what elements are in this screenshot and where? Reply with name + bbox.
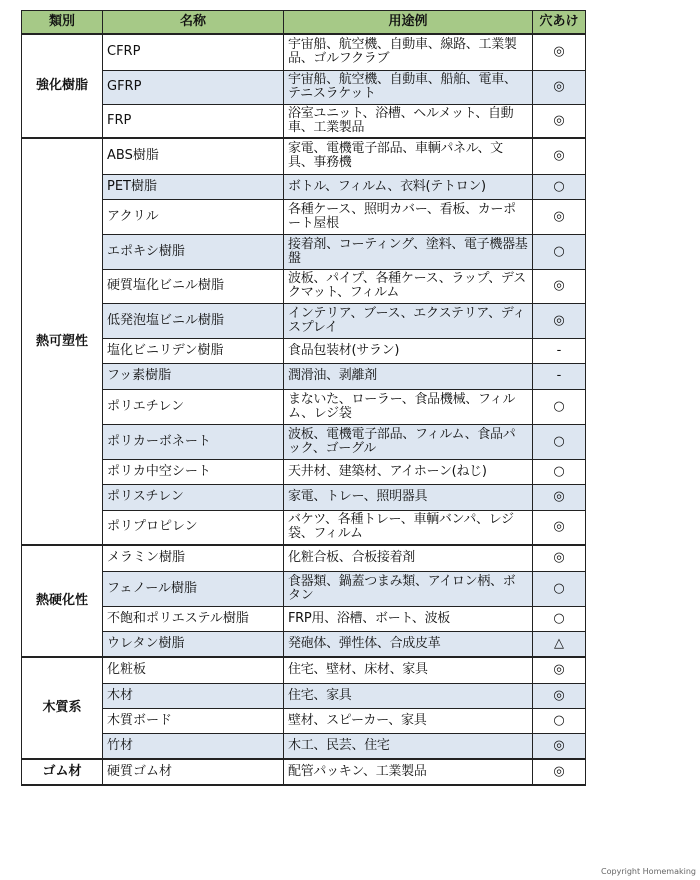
name-cell: 塩化ビニリデン樹脂: [103, 338, 284, 363]
hole-cell: ◎: [533, 545, 586, 571]
table-row: [22, 571, 586, 606]
use-cell: 家電、電機電子部品、車輌パネル、文具、事務機: [284, 138, 533, 174]
hole-cell: -: [533, 338, 586, 363]
use-cell: 家電、トレー、照明器具: [284, 484, 533, 510]
materials-table: [21, 10, 586, 786]
category-cell: 強化樹脂: [22, 34, 103, 138]
hole-cell: ◎: [533, 199, 586, 234]
hole-cell: ◎: [533, 484, 586, 510]
hole-cell: ○: [533, 571, 586, 606]
use-cell: 化粧合板、合板接着剤: [284, 545, 533, 571]
table-row: [22, 424, 586, 459]
table-row: [22, 459, 586, 484]
hole-cell: ◎: [533, 104, 586, 138]
header-use: 用途例: [284, 11, 533, 35]
name-cell: 化粧板: [103, 657, 284, 683]
header-category: 類別: [22, 11, 103, 35]
name-cell: ABS樹脂: [103, 138, 284, 174]
name-cell: ポリエチレン: [103, 389, 284, 424]
use-cell: 潤滑油、剥離剤: [284, 363, 533, 389]
table-row: [22, 631, 586, 657]
name-cell: 不飽和ポリエステル樹脂: [103, 606, 284, 631]
name-cell: GFRP: [103, 70, 284, 104]
table-row: [22, 234, 586, 269]
hole-cell: ○: [533, 708, 586, 733]
name-cell: アクリル: [103, 199, 284, 234]
table-row: [22, 70, 586, 104]
hole-cell: ○: [533, 389, 586, 424]
table-row: [22, 104, 586, 138]
name-cell: FRP: [103, 104, 284, 138]
name-cell: ポリプロピレン: [103, 510, 284, 545]
hole-cell: ○: [533, 459, 586, 484]
table-row: [22, 683, 586, 708]
hole-cell: ○: [533, 424, 586, 459]
use-cell: 浴室ユニット、浴槽、ヘルメット、自動車、工業製品: [284, 104, 533, 138]
table-row: [22, 269, 586, 303]
hole-cell: △: [533, 631, 586, 657]
table-row: [22, 733, 586, 759]
category-cell: 熱可塑性: [22, 138, 103, 545]
table-row: [22, 138, 586, 174]
table-row: [22, 338, 586, 363]
use-cell: 発砲体、弾性体、合成皮革: [284, 631, 533, 657]
hole-cell: ○: [533, 174, 586, 199]
table-row: [22, 484, 586, 510]
use-cell: 波板、電機電子部品、フィルム、食品パック、ゴーグル: [284, 424, 533, 459]
use-cell: 食器類、鍋蓋つまみ類、アイロン柄、ボタン: [284, 571, 533, 606]
use-cell: FRP用、浴槽、ボート、波板: [284, 606, 533, 631]
table-row: [22, 759, 586, 785]
use-cell: 宇宙船、航空機、自動車、船舶、電車、テニスラケット: [284, 70, 533, 104]
hole-cell: ◎: [533, 510, 586, 545]
name-cell: CFRP: [103, 34, 284, 70]
name-cell: ポリカ中空シート: [103, 459, 284, 484]
table-row: [22, 708, 586, 733]
hole-cell: ◎: [533, 34, 586, 70]
table-row: [22, 34, 586, 70]
name-cell: 木材: [103, 683, 284, 708]
use-cell: インテリア、ブース、エクステリア、ディスプレイ: [284, 303, 533, 338]
name-cell: ウレタン樹脂: [103, 631, 284, 657]
hole-cell: ◎: [533, 303, 586, 338]
category-cell: 木質系: [22, 657, 103, 759]
hole-cell: ◎: [533, 138, 586, 174]
use-cell: まないた、ローラー、食品機械、フィルム、レジ袋: [284, 389, 533, 424]
hole-cell: ◎: [533, 269, 586, 303]
name-cell: 低発泡塩ビニル樹脂: [103, 303, 284, 338]
name-cell: 竹材: [103, 733, 284, 759]
use-cell: 宇宙船、航空機、自動車、線路、工業製品、ゴルフクラブ: [284, 34, 533, 70]
hole-cell: ○: [533, 234, 586, 269]
table-row: [22, 657, 586, 683]
table-row: [22, 606, 586, 631]
use-cell: ボトル、フィルム、衣料(テトロン): [284, 174, 533, 199]
use-cell: 木工、民芸、住宅: [284, 733, 533, 759]
use-cell: 食品包装材(サラン): [284, 338, 533, 363]
table-row: [22, 303, 586, 338]
hole-cell: ◎: [533, 733, 586, 759]
category-cell: 熱硬化性: [22, 545, 103, 657]
name-cell: PET樹脂: [103, 174, 284, 199]
name-cell: ポリスチレン: [103, 484, 284, 510]
use-cell: 配管パッキン、工業製品: [284, 759, 533, 785]
use-cell: バケツ、各種トレー、車輌バンパ、レジ袋、フィルム: [284, 510, 533, 545]
table-row: [22, 174, 586, 199]
table-row: [22, 510, 586, 545]
name-cell: ポリカーボネート: [103, 424, 284, 459]
table-row: [22, 199, 586, 234]
header-row: [22, 11, 586, 35]
use-cell: 住宅、壁材、床材、家具: [284, 657, 533, 683]
use-cell: 住宅、家具: [284, 683, 533, 708]
table-row: [22, 389, 586, 424]
hole-cell: ◎: [533, 657, 586, 683]
use-cell: 天井材、建築材、アイホーン(ねじ): [284, 459, 533, 484]
name-cell: 硬質塩化ビニル樹脂: [103, 269, 284, 303]
hole-cell: ◎: [533, 70, 586, 104]
use-cell: 接着剤、コーティング、塗料、電子機器基盤: [284, 234, 533, 269]
name-cell: 木質ボード: [103, 708, 284, 733]
name-cell: エポキシ樹脂: [103, 234, 284, 269]
header-hole: 穴あけ: [533, 11, 586, 35]
use-cell: 各種ケース、照明カバー、看板、カーポート屋根: [284, 199, 533, 234]
use-cell: 波板、パイプ、各種ケース、ラップ、デスクマット、フィルム: [284, 269, 533, 303]
category-cell: ゴム材: [22, 759, 103, 785]
name-cell: フッ素樹脂: [103, 363, 284, 389]
hole-cell: ○: [533, 606, 586, 631]
name-cell: 硬質ゴム材: [103, 759, 284, 785]
hole-cell: ◎: [533, 683, 586, 708]
name-cell: メラミン樹脂: [103, 545, 284, 571]
header-name: 名称: [103, 11, 284, 35]
name-cell: フェノール樹脂: [103, 571, 284, 606]
use-cell: 壁材、スピーカー、家具: [284, 708, 533, 733]
table-row: [22, 545, 586, 571]
hole-cell: ◎: [533, 759, 586, 785]
table-body: [22, 34, 586, 785]
table-row: [22, 363, 586, 389]
copyright-text: Copyright Homemaking: [601, 867, 696, 876]
hole-cell: -: [533, 363, 586, 389]
